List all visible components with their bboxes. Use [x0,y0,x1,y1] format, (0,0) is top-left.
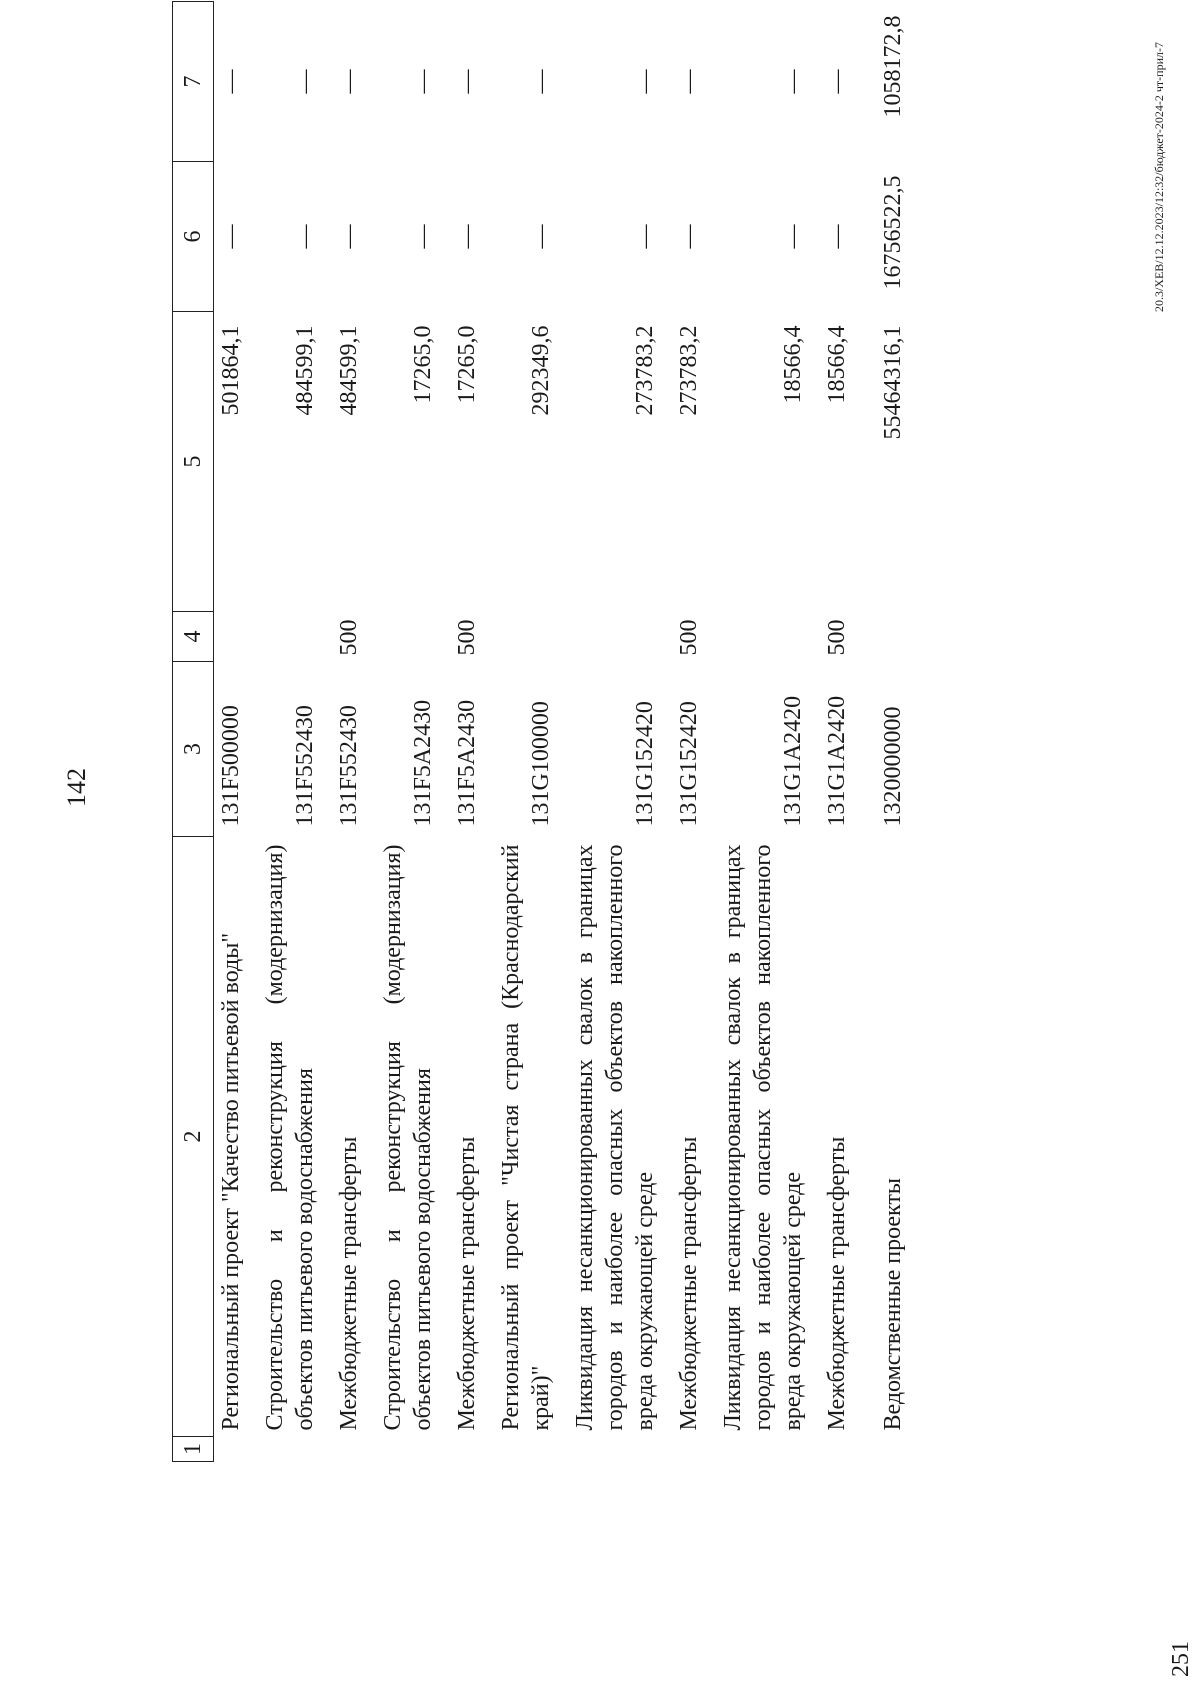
row-col7: — [528,69,554,94]
total-name: Ведомственные проекты [880,1178,906,1431]
row-name: Межбюджетные трансферты [454,1136,480,1431]
row-col7: — [218,69,244,94]
total-code: 1320000000 [880,706,906,827]
table-row [716,2,820,1462]
page-number: 142 [62,768,91,807]
row-amount: 18566,4 [824,325,850,404]
row-col6: — [410,224,436,249]
row-col6: — [528,224,554,249]
row-name: Ликвидация несанкционированных свалок в границах городов и наиболее опасных объектов накопленного вреда окружающей среде [720,844,806,1431]
row-code: 131G1A2420 [824,695,850,827]
row-name: Строительство и реконструкция (модернизация) объектов питьевого водоснабжения [380,844,436,1431]
row-col6: — [218,224,244,249]
column-header: 2 [173,837,214,1437]
row-amount: 17265,0 [454,325,480,404]
row-code: 131F552430 [292,705,318,827]
row-rate: 500 [824,619,850,656]
table-row [568,2,672,1462]
row-amount: 18566,4 [780,325,806,404]
row-col7: — [824,69,850,94]
row-rate [376,612,450,662]
row-rate: 500 [336,619,362,656]
row-name: Строительство и реконструкция (модернизация) объектов питьевого водоснабжения [262,844,318,1431]
row-col7: — [780,69,806,94]
column-header: 6 [173,162,214,312]
row-rate [716,612,820,662]
row-amount: 484599,1 [336,325,362,416]
row-amount: 17265,0 [410,325,436,404]
row-amount: 292349,6 [528,325,554,416]
row-amount: 273783,2 [676,325,702,416]
table-row [450,2,494,1462]
footer-code: 20.3/ХЕВ/12.12.2023/12:32/бюджет-2024-2 чт-прил-7 [1152,42,1166,313]
row-code: 131G1A2420 [780,695,806,827]
budget-table [172,1,920,1462]
total-amount: 55464316,1 [880,325,906,440]
total-row [864,2,920,1462]
row-amount: 273783,2 [632,325,658,416]
row-col7: — [632,69,658,94]
row-col7: — [676,69,702,94]
row-rate [568,612,672,662]
row-col6: — [780,224,806,249]
row-rate: 500 [454,619,480,656]
table-row [332,2,376,1462]
row-rate: 500 [676,619,702,656]
column-header: 3 [173,662,214,837]
total-rate [864,612,920,662]
column-header: 1 [173,1437,214,1462]
row-name: Региональный проект "Чистая страна (Краснодарский край)" [498,844,554,1431]
row-name: Межбюджетные трансферты [824,1136,850,1431]
row-col6: — [824,224,850,249]
row-rate [258,612,332,662]
row-col6: — [292,224,318,249]
row-col7: — [336,69,362,94]
total-col7: 1058172,8 [880,15,906,118]
column-header: 5 [173,312,214,612]
row-col6: — [632,224,658,249]
row-name: Межбюджетные трансферты [336,1136,362,1431]
total-col6: 16756522,5 [880,175,906,290]
row-code: 131F5A2430 [410,699,436,827]
row-col6: — [454,224,480,249]
row-code: 131F500000 [218,705,244,827]
column-header: 7 [173,2,214,162]
row-rate [494,612,568,662]
table-row [820,2,864,1462]
sheet-number: 251 [1168,1641,1194,1677]
table-row [672,2,716,1462]
row-amount: 501864,1 [218,325,244,416]
row-code: 131F5A2430 [454,699,480,827]
row-col6: — [336,224,362,249]
row-amount: 484599,1 [292,325,318,416]
row-code: 131G100000 [528,701,554,827]
row-code: 131G152420 [676,701,702,827]
header-row [173,2,214,1462]
row-code: 131G152420 [632,701,658,827]
row-name: Ликвидация несанкционированных свалок в границах городов и наиболее опасных объектов накопленного вреда окружающей среде [572,844,658,1431]
row-name: Региональный проект "Качество питьевой воды" [218,932,244,1431]
row-col7: — [410,69,436,94]
row-col6: — [676,224,702,249]
table-row [494,2,568,1462]
row-rate [214,612,259,662]
table-row [376,2,450,1462]
table-row [214,2,259,1462]
row-code: 131F552430 [336,705,362,827]
row-name: Межбюджетные трансферты [676,1136,702,1431]
column-header: 4 [173,612,214,662]
table-row [258,2,332,1462]
row-col7: — [454,69,480,94]
row-col7: — [292,69,318,94]
